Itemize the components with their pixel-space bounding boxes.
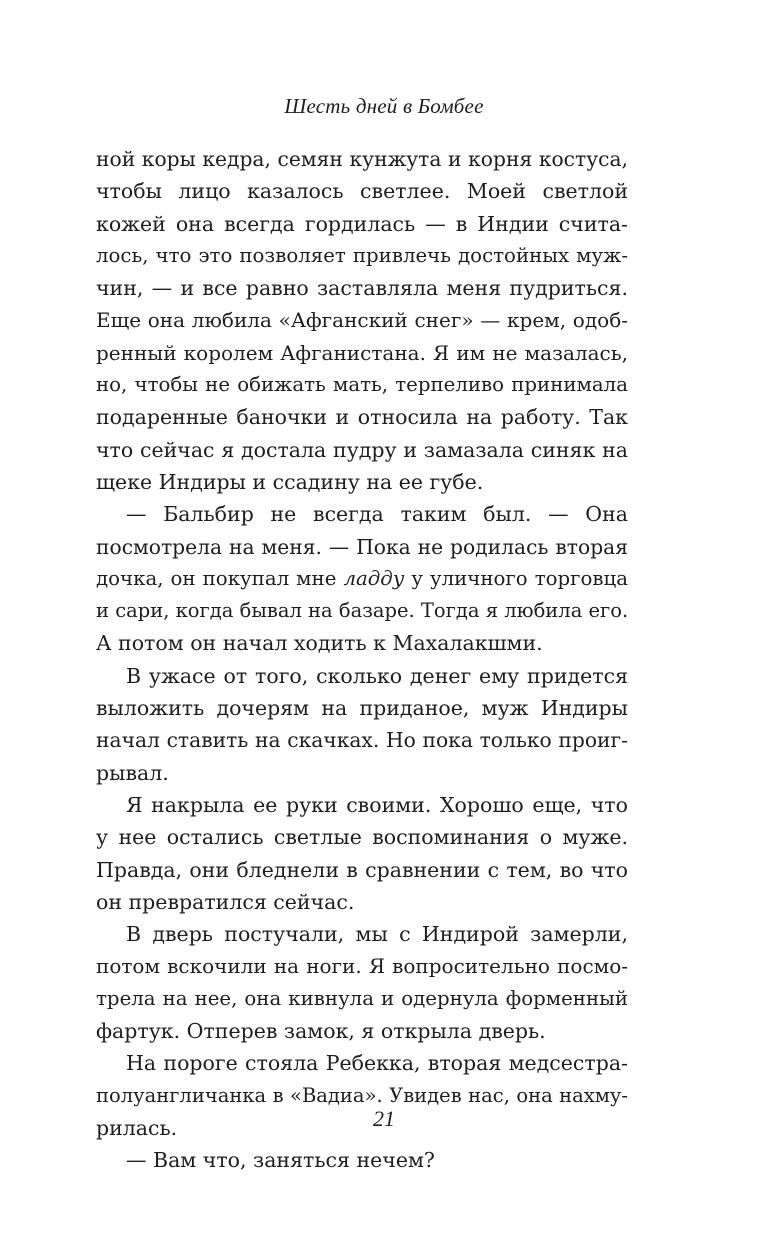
text-line: подаренные баночки и относила на работу. Так	[96, 405, 628, 430]
text-line: — Вам что, заняться нечем?	[126, 1148, 435, 1173]
text-line: потом вскочили на ноги. Я вопросительно посмо-	[96, 954, 628, 979]
text-line: щеке Индиры и ссадину на ее губе.	[96, 469, 484, 494]
text-line: лось, что это позволяет привлечь достойных муж-	[96, 243, 628, 267]
text-line: ренный королем Афганистана. Я им не мазалась,	[96, 340, 628, 365]
text-line: кожей она всегда гордилась — в Индии счита-	[96, 211, 628, 236]
text-line: но, чтобы не обижать мать, терпеливо принимала	[96, 373, 628, 397]
text-line: что сейчас я достала пудру и замазала синяк на	[96, 437, 628, 462]
text-line: — Бальбир не всегда таким был. — Она	[126, 502, 628, 527]
text-line: чтобы лицо казалось светлее. Моей светлой	[96, 179, 628, 204]
italic-word: ладду	[343, 566, 405, 590]
text-line: рывал.	[96, 760, 169, 785]
text-line: у нее остались светлые воспоминания о муже.	[96, 825, 628, 850]
text-line: А потом он начал ходить к Махалакшми.	[96, 631, 543, 656]
running-head: Шесть дней в Бомбее	[284, 94, 484, 118]
text-line: чин, — и все равно заставляла меня пудриться.	[96, 276, 628, 301]
page-number: 21	[373, 1106, 395, 1131]
text-line: Правда, они бледнели в сравнении с тем, во что	[96, 857, 628, 882]
text-line: полуангличанка в «Вадиа». Увидев нас, она нахму-	[96, 1083, 628, 1107]
text-line: ной коры кедра, семян кунжута и корня костуса,	[96, 147, 628, 171]
body-text	[96, 143, 628, 1177]
text-line: фартук. Отперев замок, я открыла дверь.	[96, 1019, 546, 1044]
text-line: посмотрела на меня. — Пока не родилась вторая	[96, 534, 628, 559]
text-line: и сари, когда бывал на базаре. Тогда я любила его.	[96, 599, 629, 623]
text-line: он превратился сейчас.	[96, 889, 355, 914]
text-line: выложить дочерям на приданое, муж Индиры	[96, 696, 628, 721]
text-line: начал ставить на скачках. Но пока только проиг-	[96, 728, 628, 753]
text-line: дочка, он покупал мне ладду у уличного торговца	[96, 566, 628, 590]
text-line: В ужасе от того, сколько денег ему придется	[126, 663, 628, 688]
text-line: Я накрыла ее руки своими. Хорошо еще, что	[126, 792, 628, 817]
text-line: рилась.	[96, 1115, 178, 1140]
text-line: В дверь постучали, мы с Индирой замерли,	[126, 922, 628, 947]
text-line: трела на нее, она кивнула и одернула форменный	[96, 986, 628, 1010]
text-line: Еще она любила «Афганский снег» — крем, одоб-	[96, 308, 628, 333]
text-line: На пороге стояла Ребекка, вторая медсестра-	[126, 1051, 628, 1076]
